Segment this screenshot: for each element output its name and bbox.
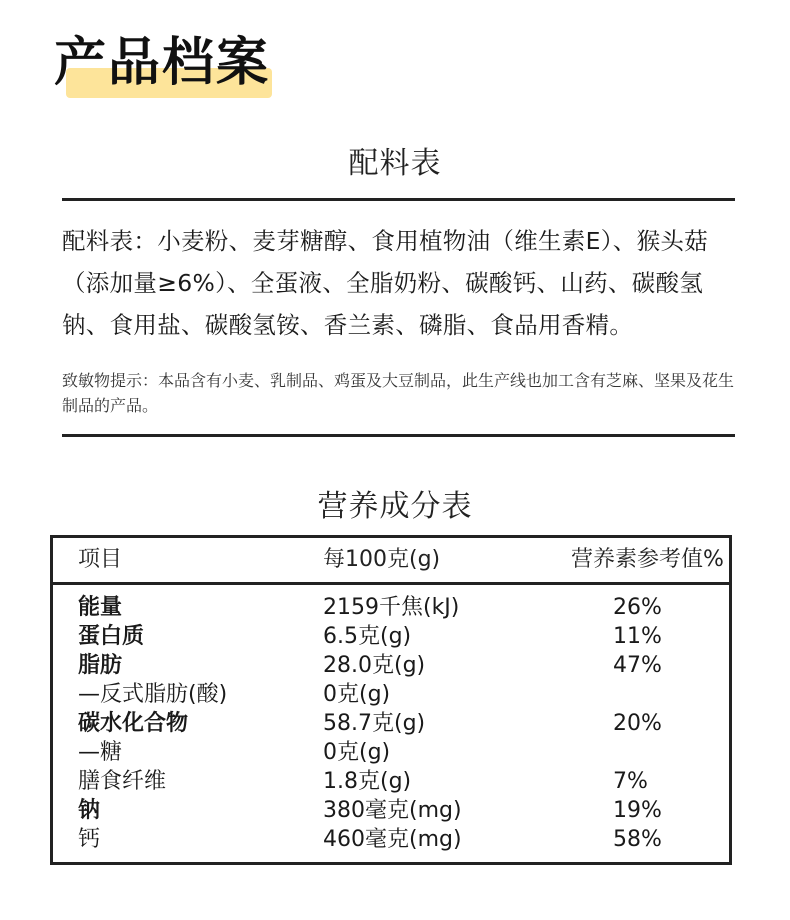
allergen-notice: 致敏物提示：本品含有小麦、乳制品、鸡蛋及大豆制品，此生产线也加工含有芝麻、坚果及花生制品的产品。 — [62, 371, 735, 415]
row-name: 钠 — [78, 798, 101, 823]
table-row — [53, 767, 729, 796]
divider-bottom — [62, 434, 735, 437]
row-name: —糖 — [78, 740, 123, 765]
table-row — [53, 738, 729, 767]
row-name: 蛋白质 — [78, 624, 145, 649]
row-name: 能量 — [78, 595, 123, 620]
row-nrv: 19% — [613, 798, 662, 823]
header-divider — [53, 582, 729, 585]
header-nrv: 营养素参考值% — [571, 547, 724, 572]
header-per100: 每100克(g) — [323, 547, 441, 572]
table-row — [53, 593, 729, 622]
row-nrv: 47% — [613, 653, 662, 678]
row-name: —反式脂肪(酸) — [78, 682, 228, 707]
table-row — [53, 651, 729, 680]
page-title-block — [54, 28, 294, 98]
table-row — [53, 709, 729, 738]
row-amount: 6.5克(g) — [323, 624, 412, 649]
table-row — [53, 796, 729, 825]
header-item: 项目 — [78, 547, 123, 572]
divider-top — [62, 198, 735, 201]
row-amount: 0克(g) — [323, 740, 391, 765]
row-name: 钙 — [78, 827, 101, 852]
nutrition-heading: 营养成分表 — [317, 489, 473, 524]
table-row — [53, 680, 729, 709]
row-name: 碳水化合物 — [78, 711, 189, 736]
row-amount: 1.8克(g) — [323, 769, 412, 794]
row-amount: 28.0克(g) — [323, 653, 426, 678]
row-nrv: 20% — [613, 711, 662, 736]
row-amount: 380毫克(mg) — [323, 798, 462, 823]
row-name: 脂肪 — [78, 653, 123, 678]
row-nrv: 11% — [613, 624, 662, 649]
row-nrv: 7% — [613, 769, 648, 794]
row-amount: 0克(g) — [323, 682, 391, 707]
table-row — [53, 622, 729, 651]
ingredients-heading: 配料表 — [348, 146, 442, 181]
row-amount: 460毫克(mg) — [323, 827, 462, 852]
row-nrv: 26% — [613, 595, 662, 620]
row-amount: 58.7克(g) — [323, 711, 426, 736]
page-title: 产品档案 — [54, 33, 271, 93]
row-name: 膳食纤维 — [78, 769, 167, 794]
nutrition-rows — [53, 593, 729, 854]
row-amount: 2159千焦(kJ) — [323, 595, 460, 620]
row-nrv: 58% — [613, 827, 662, 852]
table-row — [53, 825, 729, 854]
nutrition-table-header — [53, 538, 729, 582]
ingredients-list: 配料表：小麦粉、麦芽糖醇、食用植物油（维生素E）、猴头菇（添加量≥6%）、全蛋液、全脂奶粉、碳酸钙、山药、碳酸氢钠、食用盐、碳酸氢铵、香兰素、磷脂、食品用香精。 — [62, 227, 708, 339]
nutrition-table — [50, 535, 732, 865]
